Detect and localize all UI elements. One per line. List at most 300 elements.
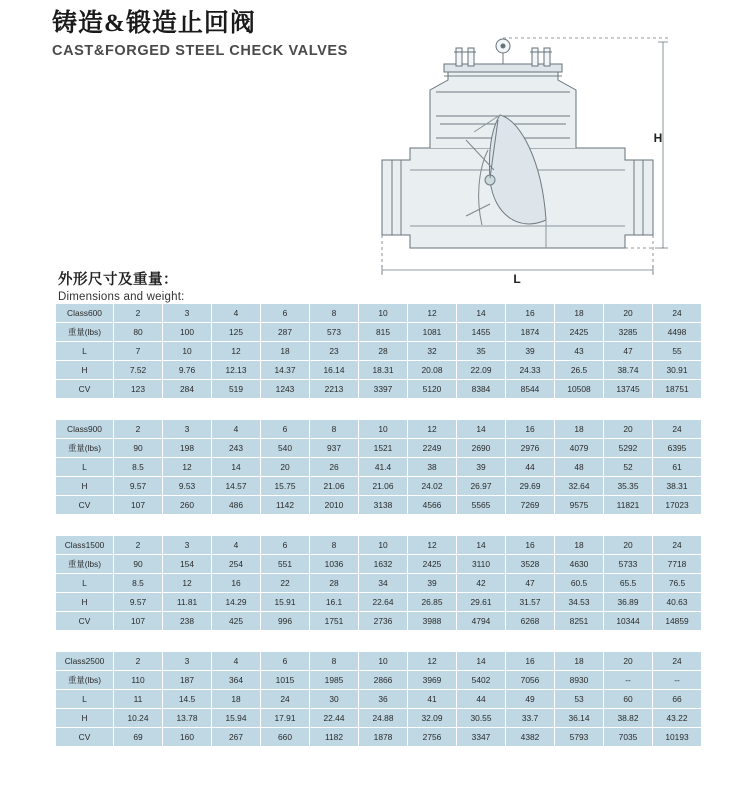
cell: 10344 <box>604 612 653 631</box>
cell: 4566 <box>408 496 457 515</box>
size-header: 8 <box>310 304 359 323</box>
table-row <box>56 612 747 631</box>
page-title-english: CAST&FORGED STEEL CHECK VALVES <box>52 42 348 59</box>
table-row <box>56 477 747 496</box>
cell: 35 <box>457 342 506 361</box>
spacer-cell <box>702 304 747 323</box>
spacer-cell <box>702 439 747 458</box>
cell: 2756 <box>408 728 457 747</box>
cell: 10.24 <box>114 709 163 728</box>
cell: 540 <box>261 439 310 458</box>
cell: 14859 <box>653 612 702 631</box>
cell: 107 <box>114 496 163 515</box>
cell: 22.64 <box>359 593 408 612</box>
cell: 38.31 <box>653 477 702 496</box>
cell: 2425 <box>408 555 457 574</box>
cell: 2213 <box>310 380 359 399</box>
cell: 9575 <box>555 496 604 515</box>
size-header: 20 <box>604 304 653 323</box>
cell: 6268 <box>506 612 555 631</box>
cell: 1081 <box>408 323 457 342</box>
cell: 364 <box>212 671 261 690</box>
spacer-cell <box>702 420 747 439</box>
size-header: 6 <box>261 652 310 671</box>
cell: 110 <box>114 671 163 690</box>
dimension-l-label: L <box>513 272 521 285</box>
cell: 32.09 <box>408 709 457 728</box>
cell: 11821 <box>604 496 653 515</box>
cell: 15.75 <box>261 477 310 496</box>
cell: -- <box>604 671 653 690</box>
cell: 1985 <box>310 671 359 690</box>
cell: 65.5 <box>604 574 653 593</box>
size-header: 8 <box>310 536 359 555</box>
cell: 48 <box>555 458 604 477</box>
page-title-chinese: 铸造&锻造止回阀 <box>52 10 256 37</box>
cell: 6395 <box>653 439 702 458</box>
cell: 28 <box>359 342 408 361</box>
cell: 3138 <box>359 496 408 515</box>
size-header: 2 <box>114 420 163 439</box>
cell: 2690 <box>457 439 506 458</box>
size-header: 2 <box>114 652 163 671</box>
size-header: 10 <box>359 420 408 439</box>
cell: 573 <box>310 323 359 342</box>
cell: 551 <box>261 555 310 574</box>
table-row <box>56 593 747 612</box>
cell: 7269 <box>506 496 555 515</box>
cell: 3969 <box>408 671 457 690</box>
spacer-cell <box>702 342 747 361</box>
cell: 4794 <box>457 612 506 631</box>
table-row <box>56 496 747 515</box>
spacer-cell <box>702 593 747 612</box>
cell: 3988 <box>408 612 457 631</box>
spacer-cell <box>702 323 747 342</box>
cell: 3528 <box>506 555 555 574</box>
cell: 14 <box>212 458 261 477</box>
spacer-cell <box>702 671 747 690</box>
size-header: 14 <box>457 536 506 555</box>
cell: 10 <box>163 342 212 361</box>
table-row <box>56 671 747 690</box>
cell: 35.35 <box>604 477 653 496</box>
class-label: Class2500 <box>56 652 114 671</box>
cell: 160 <box>163 728 212 747</box>
cell: 31.57 <box>506 593 555 612</box>
cell: 44 <box>506 458 555 477</box>
cell: 238 <box>163 612 212 631</box>
cell: 20.08 <box>408 361 457 380</box>
cell: 18751 <box>653 380 702 399</box>
row-label: L <box>56 690 114 709</box>
size-header: 24 <box>653 304 702 323</box>
table-row <box>56 728 747 747</box>
dimension-h-label: H <box>653 131 663 145</box>
size-header: 10 <box>359 536 408 555</box>
size-header: 16 <box>506 652 555 671</box>
size-header: 12 <box>408 652 457 671</box>
cell: 26 <box>310 458 359 477</box>
cell: 8930 <box>555 671 604 690</box>
cell: 1632 <box>359 555 408 574</box>
table-row <box>56 709 747 728</box>
class-label: Class900 <box>56 420 114 439</box>
spacer-cell <box>702 380 747 399</box>
cell: 254 <box>212 555 261 574</box>
cell: 24.88 <box>359 709 408 728</box>
row-label: L <box>56 342 114 361</box>
dimension-table-class1500 <box>55 535 747 631</box>
size-header: 8 <box>310 420 359 439</box>
cell: 2866 <box>359 671 408 690</box>
cell: 55 <box>653 342 702 361</box>
cell: 9.53 <box>163 477 212 496</box>
size-header: 14 <box>457 652 506 671</box>
cell: 1036 <box>310 555 359 574</box>
table-row <box>56 555 747 574</box>
cell: 5733 <box>604 555 653 574</box>
table-row <box>56 420 747 439</box>
cell: 5292 <box>604 439 653 458</box>
row-label: L <box>56 574 114 593</box>
size-header: 3 <box>163 304 212 323</box>
cell: 22.44 <box>310 709 359 728</box>
cell: 26.97 <box>457 477 506 496</box>
cell: 29.61 <box>457 593 506 612</box>
spacer-cell <box>702 728 747 747</box>
cell: 3110 <box>457 555 506 574</box>
cell: 10193 <box>653 728 702 747</box>
cell: 154 <box>163 555 212 574</box>
valve-cross-section-svg <box>370 20 670 285</box>
row-label: 重量(lbs) <box>56 555 114 574</box>
spacer-cell <box>702 690 747 709</box>
dimension-table-class600 <box>55 303 747 399</box>
cell: 1751 <box>310 612 359 631</box>
cell: 40.63 <box>653 593 702 612</box>
section-heading-english: Dimensions and weight: <box>58 291 185 303</box>
cell: 1182 <box>310 728 359 747</box>
cell: 24.02 <box>408 477 457 496</box>
size-header: 8 <box>310 652 359 671</box>
table-row <box>56 536 747 555</box>
cell: 5565 <box>457 496 506 515</box>
cell: 267 <box>212 728 261 747</box>
cell: 43 <box>555 342 604 361</box>
cell: 815 <box>359 323 408 342</box>
cell: 34.53 <box>555 593 604 612</box>
size-header: 18 <box>555 652 604 671</box>
spacer-cell <box>702 612 747 631</box>
cell: 16.1 <box>310 593 359 612</box>
cell: 61 <box>653 458 702 477</box>
cell: 22.09 <box>457 361 506 380</box>
cell: 14.57 <box>212 477 261 496</box>
cell: 21.06 <box>310 477 359 496</box>
cell: 38.74 <box>604 361 653 380</box>
class-label: Class1500 <box>56 536 114 555</box>
cell: 9.57 <box>114 477 163 496</box>
dimension-table-class2500 <box>55 651 747 747</box>
cell: 26.5 <box>555 361 604 380</box>
cell: 198 <box>163 439 212 458</box>
cell: 43.22 <box>653 709 702 728</box>
cell: 23 <box>310 342 359 361</box>
cell: 7 <box>114 342 163 361</box>
cell: 18.31 <box>359 361 408 380</box>
cell: 8544 <box>506 380 555 399</box>
size-header: 4 <box>212 536 261 555</box>
cell: 36.14 <box>555 709 604 728</box>
spacer-cell <box>702 477 747 496</box>
row-label: L <box>56 458 114 477</box>
cell: 123 <box>114 380 163 399</box>
table-row <box>56 304 747 323</box>
cell: 2010 <box>310 496 359 515</box>
size-header: 18 <box>555 304 604 323</box>
size-header: 4 <box>212 652 261 671</box>
size-header: 14 <box>457 420 506 439</box>
cell: 24.33 <box>506 361 555 380</box>
valve-drawing <box>370 20 670 285</box>
cell: 100 <box>163 323 212 342</box>
size-header: 18 <box>555 420 604 439</box>
cell: 1243 <box>261 380 310 399</box>
size-header: 24 <box>653 420 702 439</box>
table-row <box>56 690 747 709</box>
cell: 18 <box>261 342 310 361</box>
cell: 12 <box>163 458 212 477</box>
cell: 2249 <box>408 439 457 458</box>
cell: 3397 <box>359 380 408 399</box>
cell: 14.5 <box>163 690 212 709</box>
cell: 16 <box>212 574 261 593</box>
cell: 39 <box>506 342 555 361</box>
cell: 8384 <box>457 380 506 399</box>
table-row <box>56 342 747 361</box>
cell: 44 <box>457 690 506 709</box>
cell: 187 <box>163 671 212 690</box>
cell: 21.06 <box>359 477 408 496</box>
cell: 5402 <box>457 671 506 690</box>
cell: 18 <box>212 690 261 709</box>
cell: 8251 <box>555 612 604 631</box>
cell: 11 <box>114 690 163 709</box>
cell: 38.82 <box>604 709 653 728</box>
cell: 2736 <box>359 612 408 631</box>
cell: 22 <box>261 574 310 593</box>
cell: 20 <box>261 458 310 477</box>
cell: 9.57 <box>114 593 163 612</box>
cell: 30 <box>310 690 359 709</box>
row-label: 重量(lbs) <box>56 323 114 342</box>
cell: 32 <box>408 342 457 361</box>
size-header: 16 <box>506 536 555 555</box>
cell: 26.85 <box>408 593 457 612</box>
cell: 53 <box>555 690 604 709</box>
row-label: H <box>56 477 114 496</box>
cell: 30.55 <box>457 709 506 728</box>
size-header: 12 <box>408 420 457 439</box>
cell: 16.14 <box>310 361 359 380</box>
class-label: Class600 <box>56 304 114 323</box>
cell: 7.52 <box>114 361 163 380</box>
cell: 39 <box>408 574 457 593</box>
cell: 28 <box>310 574 359 593</box>
dimensions-section-heading <box>58 268 185 303</box>
cell: 76.5 <box>653 574 702 593</box>
cell: 3285 <box>604 323 653 342</box>
cell: 284 <box>163 380 212 399</box>
cell: 1142 <box>261 496 310 515</box>
cell: 12.13 <box>212 361 261 380</box>
row-label: H <box>56 709 114 728</box>
cell: 52 <box>604 458 653 477</box>
spacer-cell <box>702 361 747 380</box>
cell: 13745 <box>604 380 653 399</box>
cell: 80 <box>114 323 163 342</box>
cell: 425 <box>212 612 261 631</box>
cell: 1521 <box>359 439 408 458</box>
table-row <box>56 439 747 458</box>
cell: 7718 <box>653 555 702 574</box>
cell: 47 <box>506 574 555 593</box>
size-header: 6 <box>261 536 310 555</box>
cell: 486 <box>212 496 261 515</box>
cell: 60.5 <box>555 574 604 593</box>
cell: 49 <box>506 690 555 709</box>
cell: 17023 <box>653 496 702 515</box>
spacer-cell <box>702 555 747 574</box>
cell: 17.91 <box>261 709 310 728</box>
size-header: 10 <box>359 304 408 323</box>
cell: 260 <box>163 496 212 515</box>
size-header: 16 <box>506 420 555 439</box>
spacer-cell <box>702 574 747 593</box>
size-header: 20 <box>604 420 653 439</box>
cell: 5120 <box>408 380 457 399</box>
size-header: 12 <box>408 536 457 555</box>
cell: 243 <box>212 439 261 458</box>
cell: 34 <box>359 574 408 593</box>
cell: 3347 <box>457 728 506 747</box>
size-header: 20 <box>604 536 653 555</box>
cell: 1455 <box>457 323 506 342</box>
cell: 10508 <box>555 380 604 399</box>
dimension-tables <box>55 303 700 767</box>
cell: 32.64 <box>555 477 604 496</box>
size-header: 24 <box>653 652 702 671</box>
cell: 660 <box>261 728 310 747</box>
cell: 38 <box>408 458 457 477</box>
row-label: CV <box>56 496 114 515</box>
cell: 4382 <box>506 728 555 747</box>
section-heading-chinese: 外形尺寸及重量： <box>58 272 178 288</box>
cell: 30.91 <box>653 361 702 380</box>
spacer-cell <box>702 496 747 515</box>
cell: 90 <box>114 555 163 574</box>
cell: 2425 <box>555 323 604 342</box>
spacer-cell <box>702 536 747 555</box>
size-header: 10 <box>359 652 408 671</box>
cell: 41.4 <box>359 458 408 477</box>
size-header: 3 <box>163 536 212 555</box>
cell: 937 <box>310 439 359 458</box>
cell: 7035 <box>604 728 653 747</box>
cell: 1874 <box>506 323 555 342</box>
row-label: CV <box>56 612 114 631</box>
cell: 7056 <box>506 671 555 690</box>
table-row <box>56 380 747 399</box>
size-header: 16 <box>506 304 555 323</box>
cell: 90 <box>114 439 163 458</box>
cell: 24 <box>261 690 310 709</box>
cell: 41 <box>408 690 457 709</box>
table-row <box>56 323 747 342</box>
size-header: 18 <box>555 536 604 555</box>
cell: 14.37 <box>261 361 310 380</box>
cell: 5793 <box>555 728 604 747</box>
table-row <box>56 574 747 593</box>
cell: 36.89 <box>604 593 653 612</box>
cell: 107 <box>114 612 163 631</box>
cell: 1878 <box>359 728 408 747</box>
cell: 47 <box>604 342 653 361</box>
cell: -- <box>653 671 702 690</box>
size-header: 6 <box>261 420 310 439</box>
cell: 8.5 <box>114 458 163 477</box>
row-label: H <box>56 593 114 612</box>
size-header: 3 <box>163 420 212 439</box>
cell: 36 <box>359 690 408 709</box>
size-header: 20 <box>604 652 653 671</box>
cell: 69 <box>114 728 163 747</box>
size-header: 14 <box>457 304 506 323</box>
size-header: 2 <box>114 536 163 555</box>
cell: 60 <box>604 690 653 709</box>
cell: 42 <box>457 574 506 593</box>
cell: 125 <box>212 323 261 342</box>
cell: 12 <box>163 574 212 593</box>
size-header: 12 <box>408 304 457 323</box>
row-label: CV <box>56 380 114 399</box>
cell: 287 <box>261 323 310 342</box>
size-header: 2 <box>114 304 163 323</box>
cell: 1015 <box>261 671 310 690</box>
table-row <box>56 361 747 380</box>
table-row <box>56 652 747 671</box>
cell: 13.78 <box>163 709 212 728</box>
cell: 39 <box>457 458 506 477</box>
row-label: 重量(lbs) <box>56 671 114 690</box>
size-header: 4 <box>212 420 261 439</box>
cell: 29.69 <box>506 477 555 496</box>
cell: 33.7 <box>506 709 555 728</box>
table-row <box>56 458 747 477</box>
cell: 4630 <box>555 555 604 574</box>
cell: 4079 <box>555 439 604 458</box>
row-label: 重量(lbs) <box>56 439 114 458</box>
size-header: 6 <box>261 304 310 323</box>
cell: 66 <box>653 690 702 709</box>
cell: 8.5 <box>114 574 163 593</box>
dimension-table-class900 <box>55 419 747 515</box>
size-header: 24 <box>653 536 702 555</box>
cell: 11.81 <box>163 593 212 612</box>
cell: 12 <box>212 342 261 361</box>
cell: 14.29 <box>212 593 261 612</box>
